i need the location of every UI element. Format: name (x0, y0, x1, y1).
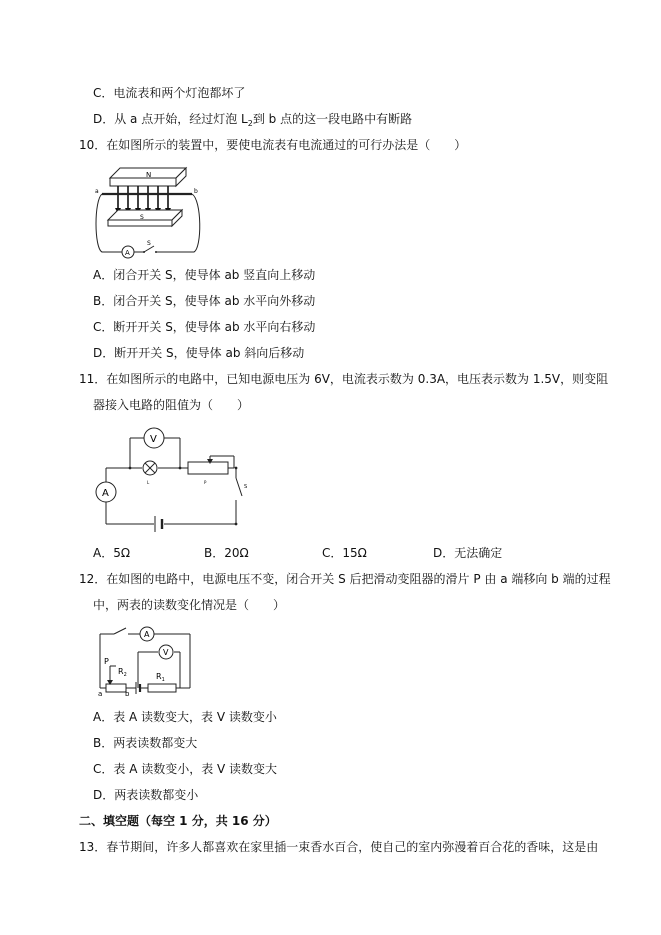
q12-option-c: C．表 A 读数变小，表 V 读数变大 (93, 762, 278, 776)
q12-r1-label: $R_1$ (156, 672, 165, 683)
q11-option-d: D．无法确定 (433, 546, 503, 560)
q10-stem: 10．在如图所示的装置中，要使电流表有电流通过的可行办法是（ ） (79, 138, 467, 152)
q12-label-a: a (98, 690, 103, 696)
q10-option-a: A．闭合开关 S，使导体 ab 竖直向上移动 (93, 268, 316, 282)
q9-option-d-text-2: 到 b 点的这一段电路中有断路 (252, 112, 413, 126)
q11-lamp-label: L (147, 480, 150, 485)
q12-stem-line-2: 中，两表的读数变化情况是（ ） (93, 598, 286, 612)
q11-diagram (92, 420, 252, 540)
q12-ammeter-label: A (144, 630, 150, 639)
q9-option-d-subscript: 2 (247, 119, 253, 128)
q11-stem-line-1: 11．在如图所示的电路中，已知电源电压为 6V，电流表示数为 0.3A，电压表示数为 1.5V，则变阻 (79, 372, 609, 386)
q11-option-a: A．5Ω (93, 546, 131, 560)
section-title-fill-in: 二、填空题（每空 1 分，共 16 分） (79, 814, 277, 828)
q11-switch-label: S (244, 484, 248, 490)
q12-option-d: D．两表读数都变小 (93, 788, 199, 802)
q11-stem-line-2: 器接入电路的阻值为（ ） (93, 398, 250, 412)
q11-option-b: B．20Ω (204, 546, 249, 560)
q12-stem-line-1: 12．在如图的电路中，电源电压不变，闭合开关 S 后把滑动变阻器的滑片 P 由 a 端移向 b 端的过程 (79, 572, 611, 586)
q11-ammeter-label: A (102, 488, 109, 499)
q13-stem: 13．春节期间，许多人都喜欢在家里插一束香水百合，使自己的室内弥漫着百合花的香味，这是由 (79, 840, 599, 854)
q11-options-row (0, 545, 661, 561)
q9-option-d-text-1: D．从 a 点开始，经过灯泡 L (93, 112, 248, 126)
q10-label-a: a (95, 188, 99, 195)
q10-label-s: S (140, 214, 144, 221)
q12-voltmeter-label: V (163, 648, 169, 657)
q10-label-b: b (194, 188, 198, 195)
q12-diagram (92, 622, 196, 696)
q10-option-d: D．断开开关 S，使导体 ab 斜向后移动 (93, 346, 305, 360)
q11-figure (92, 420, 252, 540)
q12-label-b: b (125, 690, 130, 696)
q10-ammeter-label: A (125, 249, 130, 257)
q11-voltmeter-label: V (150, 434, 157, 445)
q12-figure (92, 622, 196, 696)
q10-option-c: C．断开开关 S，使导体 ab 水平向右移动 (93, 320, 316, 334)
q10-label-n: N (146, 171, 152, 179)
q11-option-c: C．15Ω (322, 546, 367, 560)
q9-option-d (93, 111, 412, 132)
q10-figure (92, 160, 210, 260)
q10-diagram (92, 160, 210, 260)
q10-option-b: B．闭合开关 S，使导体 ab 水平向外移动 (93, 294, 316, 308)
q9-option-c: C．电流表和两个灯泡都坏了 (93, 86, 246, 100)
q12-r2-label: $R_2$ (118, 667, 127, 678)
q12-option-b: B．两表读数都变大 (93, 736, 198, 750)
q11-rheostat-label: P (204, 480, 207, 485)
q12-option-a: A．表 A 读数变大，表 V 读数变小 (93, 710, 277, 724)
q10-switch-label: S (147, 240, 151, 247)
q12-slider-label: P (104, 657, 109, 666)
